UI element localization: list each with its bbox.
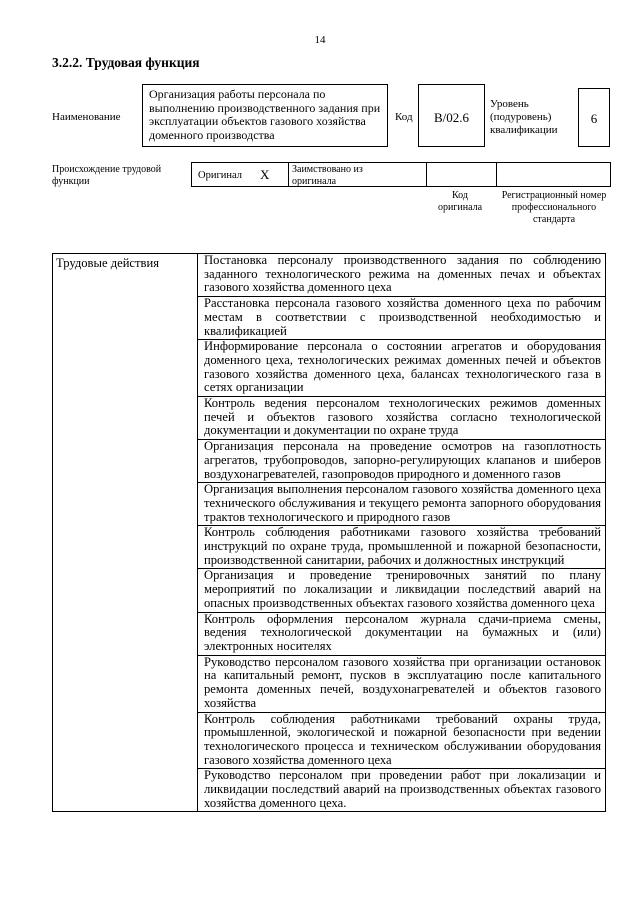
labor-action-text: Организация и проведение тренировочных занятий по плану мероприятий по локализации и ликвидации последствий аварий на опасных производственных объектах газового хозяйства доменного цеха xyxy=(204,568,601,610)
reg-number-caption: Регистрационный номер профессионального стандарта xyxy=(501,190,607,225)
code-original-caption: Код оригинала xyxy=(437,190,483,213)
original-label: Оригинал xyxy=(198,170,242,181)
list-item xyxy=(198,254,606,297)
list-item xyxy=(198,769,606,812)
naming-label: Наименование xyxy=(52,111,121,123)
labor-action-text: Расстановка персонала газового хозяйства доменного цеха по рабочим местам в соответствии с производственной необходимостью и квалификацией xyxy=(204,296,601,338)
list-item xyxy=(198,655,606,712)
list-item xyxy=(198,569,606,612)
labor-actions-label: Трудовые действия xyxy=(53,254,198,812)
labor-action-text: Контроль оформления персоналом журнала сдачи-приема смены, ведения технологической документации на бумажных и (или) электронных носителях xyxy=(204,611,601,653)
naming-value: Организация работы персонала по выполнению производственного задания при эксплуатации объектов газового хозяйства доменного производства xyxy=(149,87,381,142)
labor-action-text: Руководство персоналом при проведении работ при локализации и ликвидации последствий аварий на производственных объектах газового хозяйства доменного цеха. xyxy=(204,768,601,810)
labor-action-text: Контроль ведения персоналом технологических режимов доменных печей и объектов газового хозяйства согласно технологической документации и документации по охране труда xyxy=(204,396,601,438)
list-item xyxy=(198,483,606,526)
labor-action-text: Руководство персоналом газового хозяйства при организации остановок на капитальный ремонт, пусков в эксплуатацию после капитального ремонта доменных печей, воздухонагревателей и объектов газового хозяйства xyxy=(204,654,601,710)
code-value: B/02.6 xyxy=(433,110,470,125)
list-item xyxy=(198,340,606,397)
original-mark: X xyxy=(260,167,270,182)
borrowed-label: Заимствовано из оригинала xyxy=(292,164,363,187)
labor-action-text: Информирование персонала о состоянии агрегатов и оборудования доменного цеха, технологических режимах доменных печей и объектов газового хозяйства доменного цеха, балансах технологического газа в сетях организации xyxy=(204,339,601,395)
list-item xyxy=(198,297,606,340)
code-label: Код xyxy=(395,111,413,123)
labor-action-text: Контроль соблюдения работниками газового хозяйства требований инструкций по охране труда, промышленной и пожарной безопасности, производственной санитарии, рабочих и должностных инструкций xyxy=(204,525,601,567)
level-label: Уровень (подуровень) квалификации xyxy=(490,98,558,136)
list-item xyxy=(198,612,606,655)
naming-value-box xyxy=(142,84,388,147)
list-item xyxy=(198,440,606,483)
origin-label: Происхождение трудовой функции xyxy=(52,164,162,187)
list-item xyxy=(198,526,606,569)
list-item xyxy=(198,397,606,440)
table-row xyxy=(53,254,606,297)
labor-action-text: Организация выполнения персоналом газового хозяйства доменного цеха технического обслуживания и текущего ремонта запорного оборудования трактов технологического и природного газов xyxy=(204,482,601,524)
labor-action-text: Постановка персоналу производственного задания по соблюдению заданного технологического режима на доменных печах и объектах газового хозяйства доменного цеха xyxy=(204,253,601,295)
list-item xyxy=(198,712,606,769)
labor-action-text: Организация персонала на проведение осмотров на газоплотность агрегатов, трубопроводов, запорно-регулирующих клапанов и шиберов воздухонагревателей, газопроводов природного и доменного газов xyxy=(204,439,601,481)
section-title: 3.2.2. Трудовая функция xyxy=(52,55,200,70)
level-value: 6 xyxy=(590,111,598,126)
code-box xyxy=(418,84,485,147)
page-number: 14 xyxy=(314,34,326,46)
labor-actions-table xyxy=(52,253,606,812)
origin-row xyxy=(191,162,611,187)
labor-action-text: Контроль соблюдения работниками требований охраны труда, промышленной, экологической и пожарной безопасности при ведении технологического процесса и техническом обслуживании оборудования газового хозяйства доменного цеха xyxy=(204,711,601,767)
level-box xyxy=(578,88,610,147)
